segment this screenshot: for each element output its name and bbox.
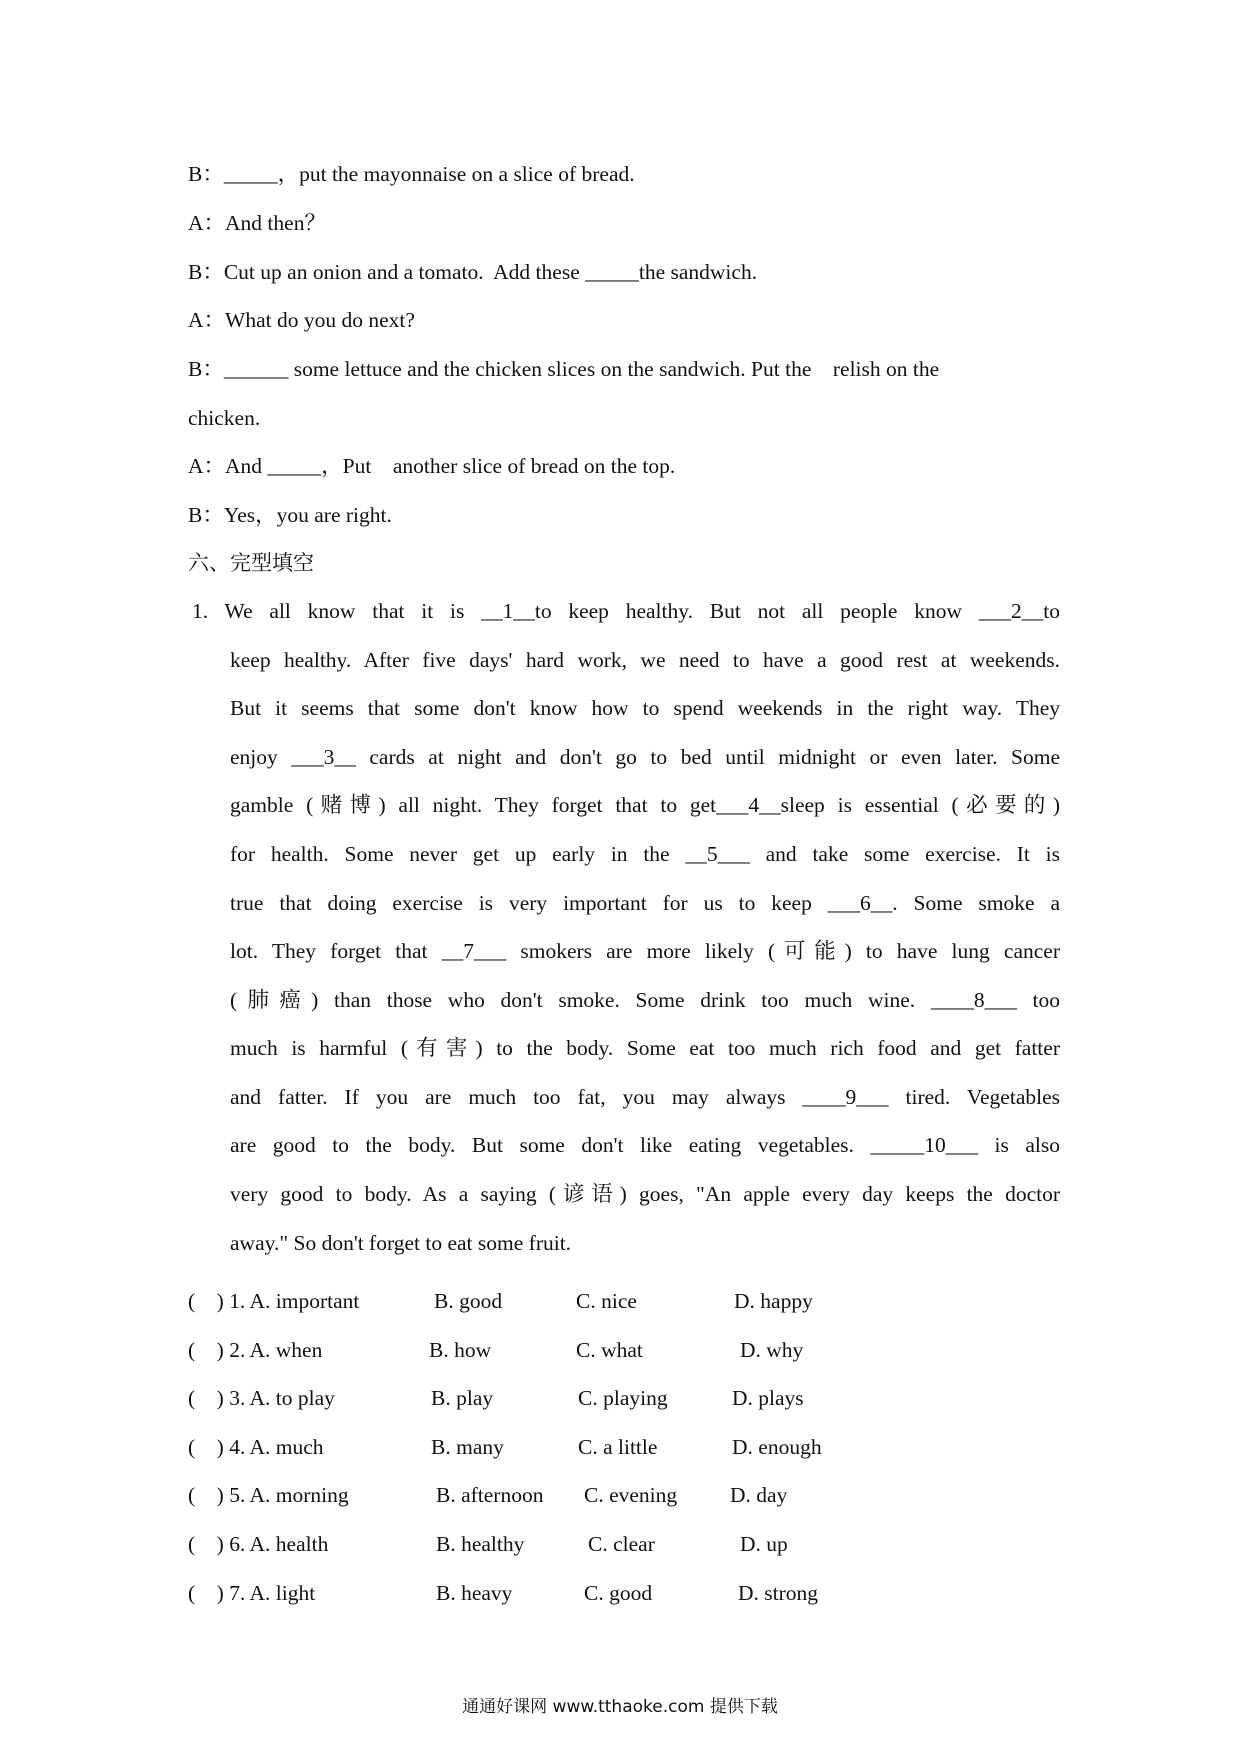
option-d: D. up [740, 1532, 788, 1556]
option-b: B. how [429, 1338, 492, 1362]
option-d: D. strong [738, 1581, 819, 1605]
dialogue-line: chicken. [188, 406, 261, 430]
option-c: C. nice [576, 1289, 637, 1313]
question-stem: ( ) 1. A. important [188, 1289, 360, 1313]
dialogue-line: B：Yes，you are right. [188, 503, 392, 527]
question-stem: ( ) 4. A. much [188, 1435, 324, 1459]
passage-line: 1. We all know that it is __1__to keep healthy. But not all people know ___2__to [192, 599, 1060, 623]
passage-line: (肺癌) than those who don't smoke. Some drink too much wine. ____8___ too [230, 988, 1060, 1012]
option-c: C. a little [578, 1435, 658, 1459]
question-row [188, 1432, 888, 1462]
passage-line: very good to body. As a saying (谚语) goes, "An apple every day keeps the doctor [230, 1182, 1060, 1206]
option-c: C. good [584, 1581, 653, 1605]
passage-line: away." So don't forget to eat some fruit. [230, 1231, 572, 1255]
passage-line: much is harmful (有害) to the body. Some eat too much rich food and get fatter [230, 1036, 1060, 1060]
option-d: D. happy [734, 1289, 813, 1313]
dialogue-line: A：And _____，Put another slice of bread on the top. [188, 454, 676, 478]
question-row [188, 1335, 888, 1365]
passage-line: for health. Some never get up early in the __5___ and take some exercise. It is [230, 842, 1060, 866]
option-c: C. evening [584, 1483, 678, 1507]
dialogue-line: B：_____，put the mayonnaise on a slice of bread. [188, 162, 635, 186]
option-c: C. clear [588, 1532, 655, 1556]
dialogue-line: A：What do you do next? [188, 308, 415, 332]
option-d: D. day [730, 1483, 788, 1507]
passage-line: gamble (赌博) all night. They forget that to get___4__sleep is essential (必要的) [230, 793, 1060, 817]
passage-line: lot. They forget that __7___ smokers are more likely (可能) to have lung cancer [230, 939, 1060, 963]
option-b: B. afternoon [436, 1483, 544, 1507]
dialogue-line: B：Cut up an onion and a tomato. Add these _____the sandwich. [188, 260, 758, 284]
option-b: B. healthy [436, 1532, 525, 1556]
question-row [188, 1286, 888, 1316]
option-d: D. why [740, 1338, 804, 1362]
question-stem: ( ) 2. A. when [188, 1338, 323, 1362]
option-d: D. plays [732, 1386, 804, 1410]
section-heading: 六、完型填空 [188, 551, 314, 575]
option-b: B. many [431, 1435, 504, 1459]
question-row [188, 1480, 888, 1510]
option-c: C. what [576, 1338, 643, 1362]
question-row [188, 1578, 888, 1608]
passage-line: enjoy ___3__ cards at night and don't go to bed until midnight or even later. Some [230, 745, 1060, 769]
question-stem: ( ) 5. A. morning [188, 1483, 349, 1507]
passage-line: are good to the body. But some don't like eating vegetables. _____10___ is also [230, 1133, 1060, 1157]
option-c: C. playing [578, 1386, 668, 1410]
dialogue-line: B：______ some lettuce and the chicken slices on the sandwich. Put the relish on the [188, 357, 940, 381]
question-stem: ( ) 3. A. to play [188, 1386, 335, 1410]
passage-line: keep healthy. After five days' hard work, we need to have a good rest at weekends. [230, 648, 1060, 672]
dialogue-line: A：And then？ [188, 211, 326, 235]
question-row [188, 1529, 888, 1559]
option-b: B. good [434, 1289, 503, 1313]
option-b: B. heavy [436, 1581, 513, 1605]
question-row [188, 1383, 888, 1413]
question-stem: ( ) 6. A. health [188, 1532, 329, 1556]
passage-line: true that doing exercise is very important for us to keep ___6__. Some smoke a [230, 891, 1060, 915]
option-d: D. enough [732, 1435, 822, 1459]
option-b: B. play [431, 1386, 494, 1410]
question-stem: ( ) 7. A. light [188, 1581, 316, 1605]
passage-line: But it seems that some don't know how to spend weekends in the right way. They [230, 696, 1060, 720]
passage-line: and fatter. If you are much too fat, you may always ____9___ tired. Vegetables [230, 1085, 1060, 1109]
page-footer: 通通好课网 www.tthaoke.com 提供下载 [462, 1697, 778, 1717]
